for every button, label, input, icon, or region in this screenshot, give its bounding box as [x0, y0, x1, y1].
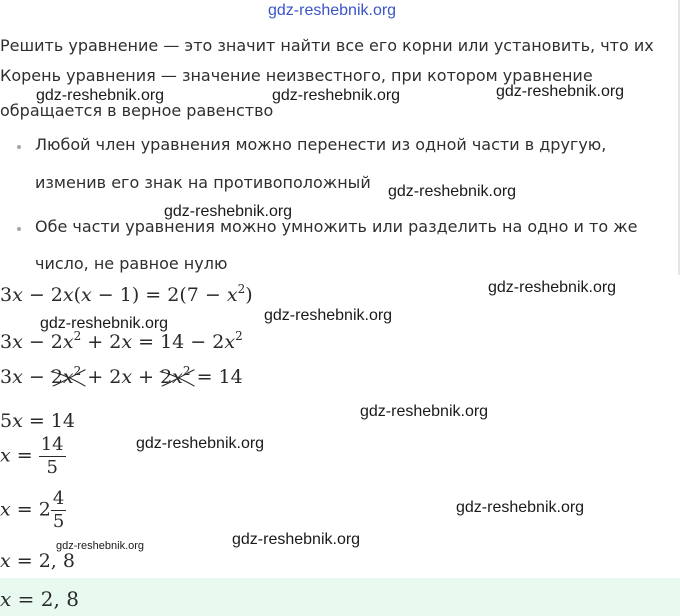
equation-step-1: $3x - 2x(x - 1) = 2(7 - x^2)$: [0, 282, 253, 306]
watermark: gdz-reshebnik.org: [272, 87, 401, 104]
watermark: gdz-reshebnik.org: [488, 279, 617, 296]
watermark-top: gdz-reshebnik.org: [268, 2, 397, 19]
definition-solve: Решить уравнение — это значит найти все его корни или установить, что их: [0, 36, 654, 55]
answer-highlight: [0, 578, 680, 616]
watermark: gdz-reshebnik.org: [264, 307, 393, 324]
cancelled-term: $2x^2$: [51, 366, 81, 388]
equation-step-3: $3x - 2x^2$ + $2x + 2x^2$ = 14: [0, 364, 243, 388]
watermark-small: gdz-reshebnik.org: [56, 540, 145, 552]
fraction: $\frac{4}{5}$: [52, 488, 65, 532]
equation-step-7: x = 2, 8: [0, 550, 75, 572]
equation-step-6: x = 2 $\frac{4}{5}$: [0, 488, 65, 532]
watermark: gdz-reshebnik.org: [36, 87, 165, 104]
cancelled-term: $2x^2$: [160, 366, 190, 388]
definition-root-line2: обращается в верное равенство: [0, 101, 274, 120]
watermark: gdz-reshebnik.org: [456, 499, 585, 516]
watermark: gdz-reshebnik.org: [164, 203, 293, 220]
watermark: gdz-reshebnik.org: [40, 315, 169, 332]
equation-step-2: $3x - 2x^2 + 2x = 14 - 2x^2$: [0, 329, 243, 353]
rule-multiply-line2: число, не равное нулю: [35, 254, 228, 273]
final-answer: x = 2, 8: [0, 587, 79, 611]
watermark: gdz-reshebnik.org: [360, 403, 489, 420]
rule-multiply-line1: Обе части уравнения можно умножить или разделить на одно и то же: [35, 217, 638, 236]
watermark: gdz-reshebnik.org: [496, 83, 625, 100]
rule-move-term-line2: изменив его знак на противоположный: [35, 173, 371, 192]
watermark: gdz-reshebnik.org: [136, 435, 265, 452]
watermark: gdz-reshebnik.org: [232, 531, 361, 548]
watermark: gdz-reshebnik.org: [388, 183, 517, 200]
fraction: $\frac{14}{5}$: [40, 434, 64, 478]
rule-move-term-line1: Любой член уравнения можно перенести из одной части в другую,: [35, 135, 607, 154]
definition-root-line1: Корень уравнения — значение неизвестного, при котором уравнение: [0, 66, 593, 85]
equation-step-4: 5x = 14: [0, 410, 75, 432]
bullet-dot: [17, 227, 21, 231]
equation-step-5: x = $\frac{14}{5}$: [0, 434, 64, 478]
bullet-dot: [17, 145, 21, 149]
